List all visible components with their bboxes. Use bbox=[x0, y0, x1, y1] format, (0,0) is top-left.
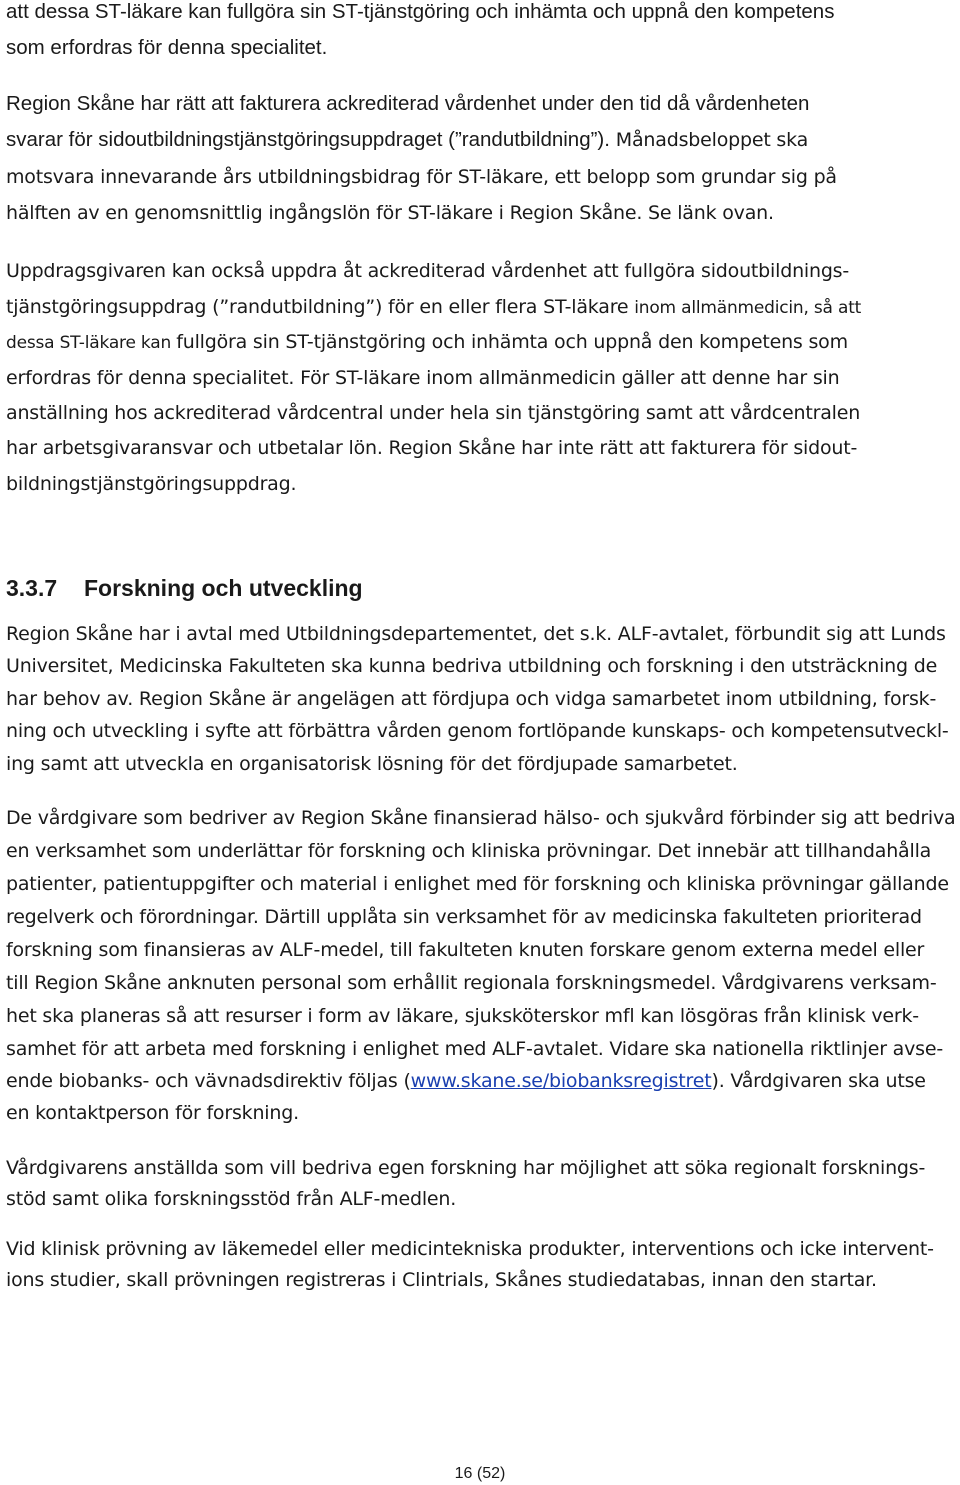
text-span: fullgöra sin ST-tjänstgöring och inhämta och uppnå den kompetens som bbox=[176, 331, 848, 353]
text-line: anställning hos ackrediterad vårdcentral under hela sin tjänstgöring samt att vårdcentralen bbox=[6, 402, 861, 424]
text-line: motsvara innevarande års utbildningsbidrag för ST-läkare, ett belopp som grundar sig på bbox=[6, 166, 837, 188]
text-line: De vårdgivare som bedriver av Region Skåne finansierad hälso- och sjukvård förbinder sig att bedriva bbox=[6, 807, 956, 829]
text-line: hälften av en genomsnittlig ingångslön för ST-läkare i Region Skåne. Se länk ovan. bbox=[6, 202, 774, 224]
page-number: 16 (52) bbox=[454, 1465, 506, 1482]
text-line: bildningstjänstgöringsuppdrag. bbox=[6, 473, 297, 495]
text-line bbox=[6, 295, 861, 320]
text-span: Månadsbeloppet ska bbox=[609, 129, 809, 151]
text-span: tjänstgöringsuppdrag (”randutbildning”) för en eller flera ST-läkare bbox=[6, 296, 635, 318]
text-line: Region Skåne har i avtal med Utbildningsdepartementet, det s.k. ALF-avtalet, förbundit sig att Lunds bbox=[6, 623, 946, 645]
text-line: regelverk och förordningar. Därtill upplåta sin verksamhet för av medicinska fakulteten prioriterad bbox=[6, 906, 922, 928]
text-line: Universitet, Medicinska Fakulteten ska kunna bedriva utbildning och forskning i den utsträckning de bbox=[6, 655, 938, 677]
text-span: ). Vårdgivaren ska utse bbox=[711, 1070, 926, 1092]
text-line: Region Skåne har rätt att fakturera ackrediterad vårdenhet under den tid då vårdenheten bbox=[6, 92, 810, 115]
text-line: till Region Skåne anknuten personal som erhållit regionala forskningsmedel. Vårdgivarens verksam- bbox=[6, 972, 937, 994]
text-line: Vid klinisk prövning av läkemedel eller medicintekniska produkter, interventions och icke intervent- bbox=[6, 1238, 934, 1260]
text-line: Uppdragsgivaren kan också uppdra åt ackrediterad vårdenhet att fullgöra sidoutbildnings- bbox=[6, 260, 850, 282]
text-line: Vårdgivarens anställda som vill bedriva egen forskning har möjlighet att söka regionalt forsknings- bbox=[6, 1157, 926, 1179]
text-line: ning och utveckling i syfte att förbättra vården genom fortlöpande kunskaps- och kompetensutveckl- bbox=[6, 720, 949, 742]
section-title: Forskning och utveckling bbox=[84, 575, 363, 601]
text-line: forskning som finansieras av ALF-medel, till fakulteten knuten forskare genom externa medel eller bbox=[6, 939, 925, 961]
text-line bbox=[6, 330, 848, 355]
text-line bbox=[6, 1069, 926, 1093]
text-line: att dessa ST-läkare kan fullgöra sin ST-tjänstgöring och inhämta och uppnå den kompetens bbox=[6, 0, 835, 23]
text-line: erfordras för denna specialitet. För ST-läkare inom allmänmedicin gäller att denne har sin bbox=[6, 367, 840, 389]
section-number: 3.3.7 bbox=[6, 575, 58, 601]
text-line: har arbetsgivaransvar och utbetalar lön. Region Skåne har inte rätt att fakturera för sidout- bbox=[6, 437, 858, 459]
text-line: stöd samt olika forskningsstöd från ALF-medlen. bbox=[6, 1188, 457, 1210]
text-line bbox=[6, 128, 808, 152]
text-line: het ska planeras så att resurser i form av läkare, sjuksköterskor mfl kan lösgöras från klinisk verk- bbox=[6, 1005, 919, 1027]
text-line: ions studier, skall prövningen registreras i Clintrials, Skånes studiedatabas, innan den startar. bbox=[6, 1269, 877, 1291]
text-line: ing samt att utveckla en organisatorisk lösning för det fördjupade samarbetet. bbox=[6, 753, 738, 775]
text-line: patienter, patientuppgifter och material i enlighet med för forskning och kliniska prövningar gällande bbox=[6, 873, 949, 895]
text-span: ende biobanks- och vävnadsdirektiv följas ( bbox=[6, 1070, 411, 1092]
biobanksregistret-link[interactable]: www.skane.se/biobanksregistret bbox=[410, 1070, 712, 1092]
text-line: som erfordras för denna specialitet. bbox=[6, 36, 328, 59]
text-span: svarar för sidoutbildningstjänstgöringsuppdraget (”randutbildning”). bbox=[6, 128, 610, 151]
text-span: dessa ST-läkare kan bbox=[6, 333, 177, 353]
text-line: har behov av. Region Skåne är angelägen att fördjupa och vidga samarbetet inom utbildning, forsk- bbox=[6, 688, 937, 710]
section-heading bbox=[6, 574, 363, 602]
text-line: samhet för att arbeta med forskning i enlighet med ALF-avtalet. Vidare ska nationella riktlinjer avse- bbox=[6, 1038, 944, 1060]
text-line: en kontaktperson för forskning. bbox=[6, 1102, 299, 1124]
text-span: inom allmänmedicin, så att bbox=[634, 298, 862, 318]
text-line: en verksamhet som underlättar för forskning och kliniska prövningar. Det innebär att tillhandahålla bbox=[6, 840, 932, 862]
